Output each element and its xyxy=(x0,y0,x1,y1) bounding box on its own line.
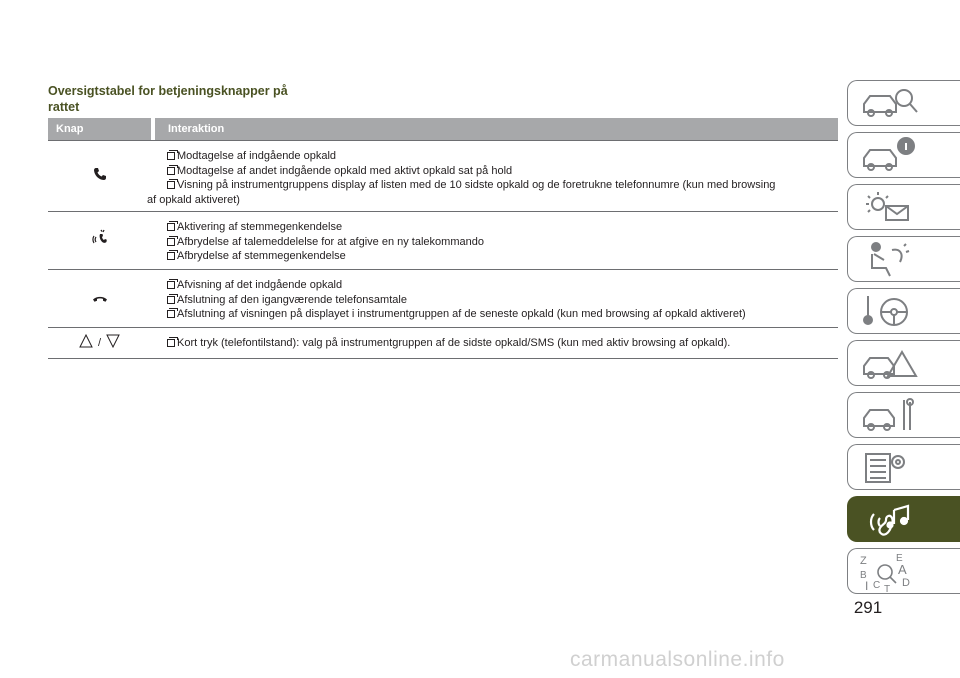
page-number: 291 xyxy=(853,598,883,617)
index-letter: D xyxy=(902,577,910,589)
tab-warning-lights[interactable] xyxy=(847,184,960,230)
tab-maintenance[interactable] xyxy=(847,392,960,438)
list-item: Modtagelse af indgående opkald xyxy=(151,149,834,164)
list-item: Afslutning af visningen på displayet i instrumentgruppen af de seneste opkald (kun med browsing af opkald aktiveret) xyxy=(151,307,834,322)
list-item: Afbrydelse af talemeddelelse for at afgive en ny talekommando xyxy=(151,235,834,250)
table-row xyxy=(48,328,838,359)
table-header xyxy=(48,118,838,140)
table-row xyxy=(48,270,838,328)
header-knap: Knap xyxy=(56,123,84,135)
index-letter: T xyxy=(884,584,891,592)
triangle-up-icon xyxy=(79,334,93,353)
watermark: carmanualsonline.info xyxy=(570,648,785,671)
table-row xyxy=(48,212,838,270)
controls-table xyxy=(48,118,838,359)
list-item: Afslutning af den igangværende telefonsamtale xyxy=(151,293,834,308)
phone-hangup-icon xyxy=(92,290,108,308)
separator: / xyxy=(97,337,102,349)
list-item: Afbrydelse af stemmegenkendelse xyxy=(151,249,834,264)
table-row xyxy=(48,140,838,212)
triangle-down-icon xyxy=(106,334,120,353)
index-letter: Z xyxy=(860,555,867,567)
tab-car-info[interactable] xyxy=(847,132,960,178)
section-title: Oversigtstabel for betjeningsknapper på rattet xyxy=(48,84,288,114)
tab-car-search[interactable] xyxy=(847,80,960,126)
index-letter: E xyxy=(896,553,903,564)
tab-technical-data[interactable] xyxy=(847,444,960,490)
index-letter: B xyxy=(860,570,867,581)
tab-index[interactable] xyxy=(847,548,960,594)
tab-multimedia[interactable] xyxy=(847,496,960,542)
index-letter: A xyxy=(898,562,907,577)
list-item: Afvisning af det indgående opkald xyxy=(151,278,834,293)
index-letter: I xyxy=(865,579,869,592)
voice-command-icon xyxy=(92,229,108,252)
list-item: Modtagelse af andet indgående opkald med aktivt opkald sat på hold xyxy=(151,164,834,179)
tab-starting-driving[interactable] xyxy=(847,288,960,334)
phone-answer-icon xyxy=(93,167,107,186)
tab-emergency[interactable] xyxy=(847,340,960,386)
list-item: Aktivering af stemmegenkendelse xyxy=(151,220,834,235)
list-item: Kort tryk (telefontilstand): valg på instrumentgruppen af de sidste opkald/SMS (kun med aktiv browsing af opkald). xyxy=(151,336,834,351)
header-interaktion: Interaktion xyxy=(168,123,225,135)
list-item-continuation: af opkald aktiveret) xyxy=(147,193,240,206)
index-letter: C xyxy=(873,580,881,591)
tab-safety[interactable] xyxy=(847,236,960,282)
list-item: Visning på instrumentgruppens display af listen med de 10 sidste opkald og de foretrukne telefonnumre (kun med browsing xyxy=(151,178,834,193)
